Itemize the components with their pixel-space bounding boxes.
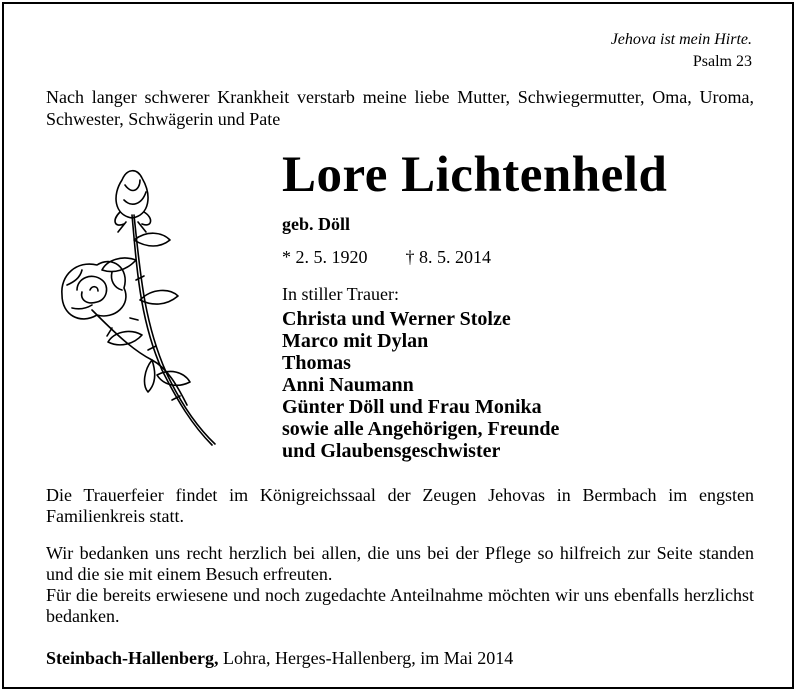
signature-rest: Lohra, Herges-Hallenberg, im Mai 2014	[218, 648, 514, 668]
mourner-line: sowie alle Angehörigen, Freunde	[282, 418, 560, 440]
mourner-line: Christa und Werner Stolze	[282, 308, 511, 330]
mourner-line: Thomas	[282, 352, 351, 374]
mourning-label: In stiller Trauer:	[282, 284, 399, 304]
deceased-name: Lore Lichtenheld	[282, 147, 668, 203]
motto	[611, 29, 752, 73]
intro-text: Nach langer schwerer Krankheit verstarb meine liebe Mutter, Schwiegermutter, Oma, Uroma, Schwester, Schwägerin und Pate	[46, 87, 754, 129]
motto-source: Psalm 23	[692, 53, 752, 70]
thanks-care: Wir bedanken uns recht herzlich bei allen, die uns bei der Pflege so hilfreich zur Seite standen und die sie mit einem Besuch erfreuten.	[46, 543, 754, 584]
birth-date: * 2. 5. 1920	[282, 247, 368, 267]
funeral-info: Die Trauerfeier findet im Königreichssaal der Zeugen Jehovas in Bermbach im engsten Familienkreis statt.	[46, 485, 754, 526]
mourners-list	[282, 308, 559, 462]
death-date: † 8. 5. 2014	[405, 247, 491, 267]
rose-icon	[52, 160, 222, 450]
mourner-line: Anni Naumann	[282, 374, 414, 396]
mourner-line: Marco mit Dylan	[282, 330, 429, 352]
signature-place: Steinbach-Hallenberg,	[46, 648, 219, 668]
mourner-line: und Glaubensgeschwister	[282, 440, 501, 462]
life-dates	[282, 247, 491, 268]
motto-verse: Jehova ist mein Hirte.	[610, 31, 752, 48]
maiden-name: geb. Döll	[282, 214, 351, 234]
signature-line	[46, 648, 513, 669]
thanks-sympathy: Für die bereits erwiesene und noch zugedachte Anteilnahme möchten wir uns ebenfalls herzlichst bedanken.	[46, 585, 754, 626]
mourner-line: Günter Döll und Frau Monika	[282, 396, 542, 418]
